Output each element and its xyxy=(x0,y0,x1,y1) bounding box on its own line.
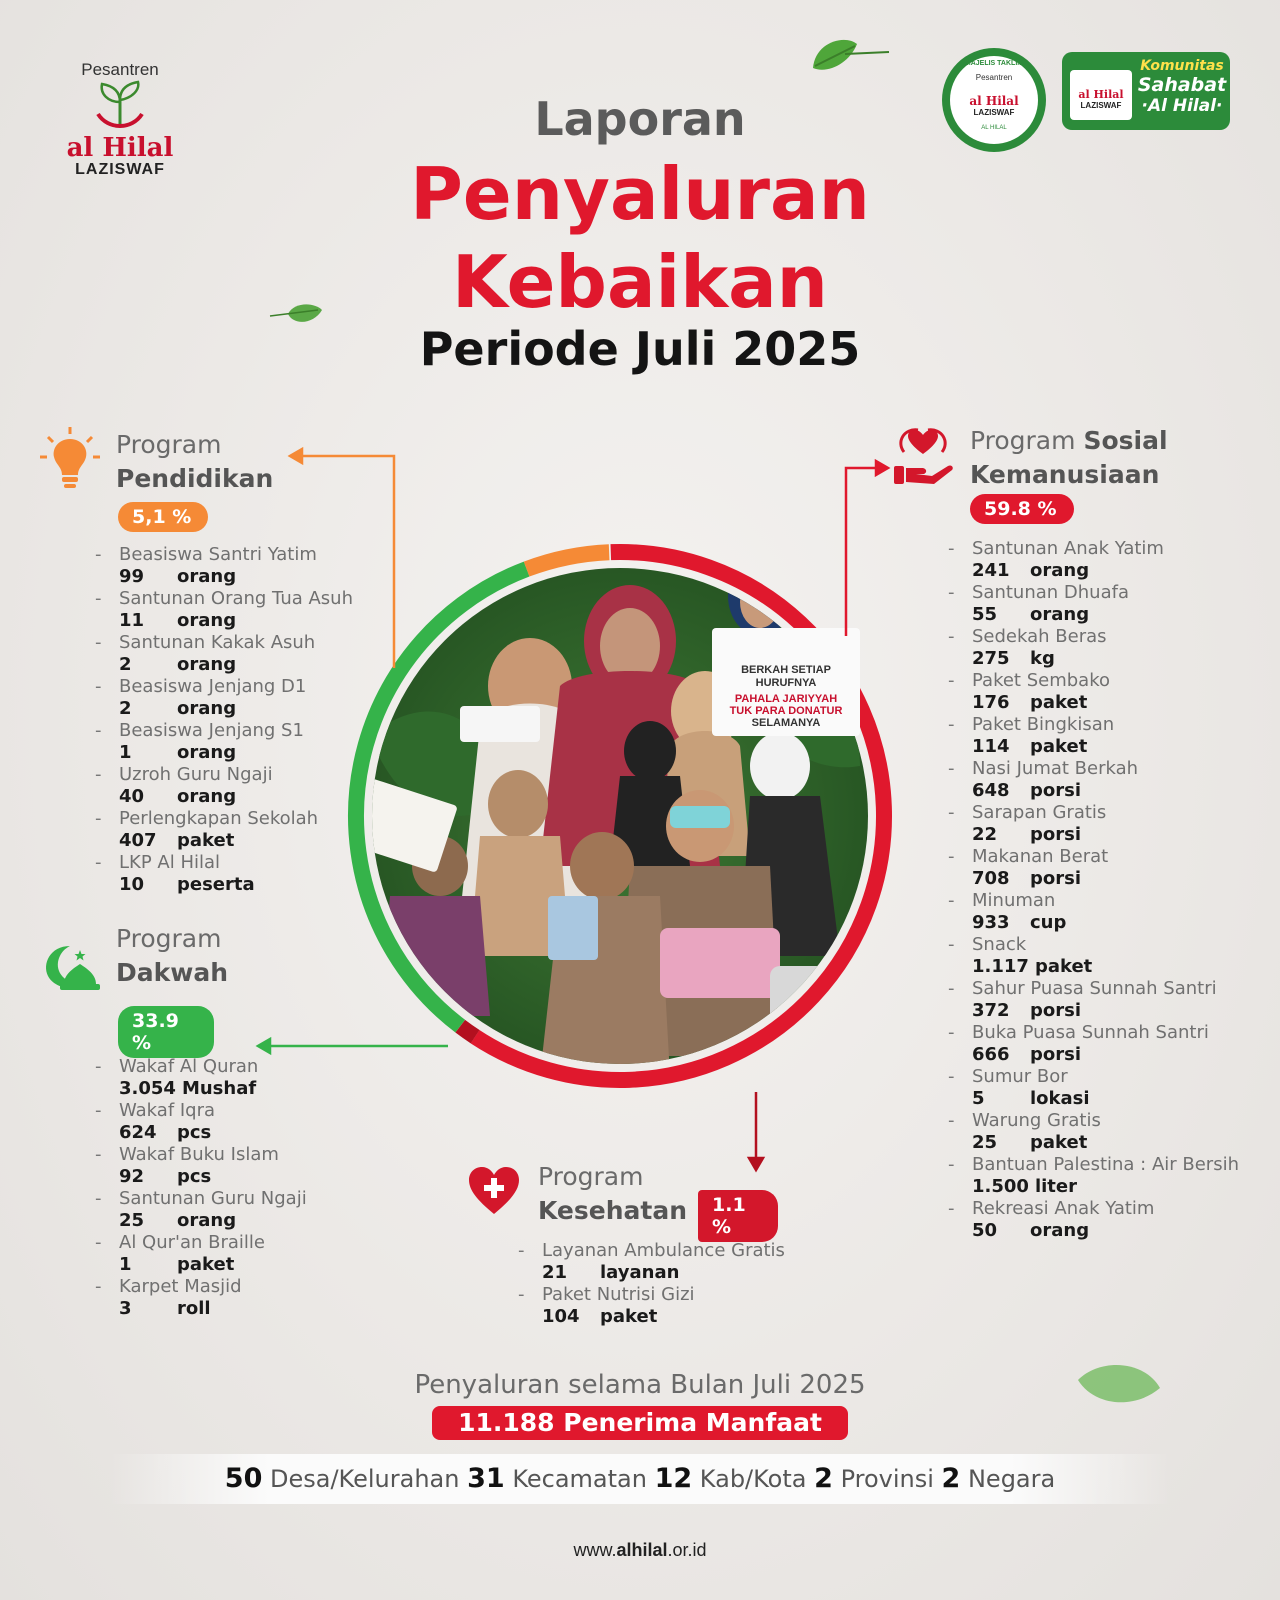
list-item xyxy=(948,1198,1248,1242)
item-quantity: 1 xyxy=(119,1254,132,1275)
item-unit: paket xyxy=(177,830,235,851)
item-quantity: 25 xyxy=(119,1210,145,1231)
item-unit: lokasi xyxy=(1030,1088,1090,1109)
item-unit: paket xyxy=(1030,736,1088,757)
pendidikan-heading xyxy=(116,428,273,496)
item-unit: pcs xyxy=(177,1122,212,1143)
list-bullet: - xyxy=(948,670,955,691)
kesehatan-percent-badge: 1.1 % xyxy=(698,1190,778,1242)
sign-line5: SELAMANYA xyxy=(751,717,821,729)
item-value xyxy=(119,786,395,808)
list-bullet: - xyxy=(948,890,955,911)
list-bullet: - xyxy=(948,846,955,867)
item-name: Minuman xyxy=(972,890,1056,911)
item-value xyxy=(119,566,395,588)
list-item xyxy=(518,1284,838,1328)
item-value xyxy=(972,560,1248,582)
item-value xyxy=(542,1306,838,1328)
list-bullet: - xyxy=(95,764,102,785)
list-bullet: - xyxy=(95,676,102,697)
dakwah-percent-badge: 33.9 % xyxy=(118,1006,214,1058)
list-bullet: - xyxy=(948,582,955,603)
coverage-kecamatan-count: 31 xyxy=(467,1463,505,1494)
item-value xyxy=(972,956,1248,978)
list-item xyxy=(95,720,395,764)
item-unit: orang xyxy=(177,610,237,631)
list-item xyxy=(948,1022,1248,1066)
item-unit: orang xyxy=(177,654,237,675)
list-bullet: - xyxy=(518,1240,525,1261)
majelis-name: al Hilal xyxy=(969,94,1019,108)
item-name: Santunan Guru Ngaji xyxy=(119,1188,307,1209)
item-name: Sahur Puasa Sunnah Santri xyxy=(972,978,1217,999)
brand-subtitle: LAZISWAF xyxy=(75,161,165,178)
item-value xyxy=(119,1166,395,1188)
majelis-top-text: MAJELIS TAKLIM xyxy=(964,60,1024,67)
item-unit: orang xyxy=(177,566,237,587)
item-unit: orang xyxy=(177,1210,237,1231)
list-bullet: - xyxy=(948,1198,955,1219)
mosque-crescent-icon xyxy=(40,942,102,994)
website-url-post: .or.id xyxy=(667,1540,707,1560)
item-unit: cup xyxy=(1030,912,1067,933)
arrow-kesehatan xyxy=(749,1092,763,1170)
list-item xyxy=(95,808,395,852)
list-item xyxy=(95,1144,395,1188)
item-name: Beasiswa Jenjang D1 xyxy=(119,676,307,697)
item-unit: Mushaf xyxy=(181,1078,257,1099)
list-item xyxy=(95,544,395,588)
coverage-kecamatan-label: Kecamatan xyxy=(512,1465,647,1493)
komunitas-line2: Sahabat xyxy=(1137,74,1227,96)
item-name: Paket Sembako xyxy=(972,670,1110,691)
sign-line2: HURUFNYA xyxy=(755,677,817,689)
list-item xyxy=(948,890,1248,934)
title-laporan: Laporan xyxy=(534,92,746,146)
sosial-label-a: Program xyxy=(970,426,1076,455)
item-quantity: 22 xyxy=(972,824,998,845)
komunitas-brand: al Hilal xyxy=(1078,88,1124,101)
item-quantity: 624 xyxy=(119,1122,157,1143)
title-kebaikan: Kebaikan xyxy=(452,240,828,324)
sosial-label-b: Kemanusiaan xyxy=(970,460,1160,489)
item-quantity: 92 xyxy=(119,1166,145,1187)
list-bullet: - xyxy=(518,1284,525,1305)
distribution-ring xyxy=(340,536,900,1096)
list-bullet: - xyxy=(948,758,955,779)
list-item xyxy=(948,758,1248,802)
list-bullet: - xyxy=(95,1144,102,1165)
leaf-decoration-icon xyxy=(805,30,895,80)
sign-line4: TUK PARA DONATUR xyxy=(729,705,843,717)
item-quantity: 55 xyxy=(972,604,998,625)
list-bullet: - xyxy=(95,720,102,741)
item-unit: porsi xyxy=(1030,1044,1082,1065)
item-value xyxy=(972,604,1248,626)
list-item xyxy=(95,632,395,676)
title-periode: Periode Juli 2025 xyxy=(419,322,861,376)
list-item xyxy=(95,852,395,896)
item-name: LKP Al Hilal xyxy=(119,852,221,873)
list-bullet: - xyxy=(95,852,102,873)
list-item xyxy=(948,538,1248,582)
list-bullet: - xyxy=(95,1232,102,1253)
item-unit: liter xyxy=(1034,1176,1077,1197)
item-name: Buka Puasa Sunnah Santri xyxy=(972,1022,1209,1043)
item-value xyxy=(119,1122,395,1144)
item-name: Warung Gratis xyxy=(972,1110,1101,1131)
item-value xyxy=(119,1298,395,1320)
pendidikan-label-b: Pendidikan xyxy=(116,464,274,493)
item-name: Wakaf Iqra xyxy=(119,1100,216,1121)
item-name: Beasiswa Jenjang S1 xyxy=(119,720,304,741)
item-quantity: 2 xyxy=(119,698,132,719)
item-quantity: 21 xyxy=(542,1262,568,1283)
list-bullet: - xyxy=(95,588,102,609)
coverage-strip xyxy=(110,1454,1170,1504)
item-quantity: 933 xyxy=(972,912,1010,933)
item-quantity: 99 xyxy=(119,566,145,587)
item-name: Wakaf Buku Islam xyxy=(119,1144,279,1165)
majelis-small-text: Pesantren xyxy=(975,73,1013,82)
item-unit: paket xyxy=(177,1254,235,1275)
sosial-percent-badge: 59.8 % xyxy=(970,494,1074,524)
list-item xyxy=(948,1110,1248,1154)
item-value xyxy=(972,868,1248,890)
item-value xyxy=(972,824,1248,846)
leaf-decoration-icon xyxy=(268,300,328,330)
item-value xyxy=(119,610,395,632)
distribution-period-text: Penyaluran selama Bulan Juli 2025 xyxy=(414,1370,866,1400)
komunitas-line1: Komunitas xyxy=(1140,58,1224,74)
list-item xyxy=(95,764,395,808)
title-penyaluran: Penyaluran xyxy=(410,152,870,236)
coverage-kab-label: Kab/Kota xyxy=(699,1465,807,1493)
coverage-desa-label: Desa/Kelurahan xyxy=(270,1465,460,1493)
item-name: Snack xyxy=(972,934,1027,955)
item-value xyxy=(119,1254,395,1276)
item-quantity: 11 xyxy=(119,610,145,631)
sosial-list xyxy=(948,538,1248,1242)
list-item xyxy=(95,1056,395,1100)
item-unit: paket xyxy=(1030,1132,1088,1153)
beneficiaries-photo xyxy=(340,536,900,1096)
item-unit: layanan xyxy=(600,1262,680,1283)
brand-small-text: Pesantren xyxy=(81,60,159,79)
list-bullet: - xyxy=(948,626,955,647)
coverage-negara-label: Negara xyxy=(967,1465,1056,1493)
list-bullet: - xyxy=(948,538,955,559)
list-bullet: - xyxy=(948,934,955,955)
list-item xyxy=(948,582,1248,626)
item-value xyxy=(119,874,395,896)
coverage-provinsi-label: Provinsi xyxy=(840,1465,934,1493)
sign-line1: BERKAH SETIAP xyxy=(741,664,831,676)
item-unit: pcs xyxy=(177,1166,212,1187)
list-item xyxy=(948,1066,1248,1110)
pendidikan-label-a: Program xyxy=(116,430,222,459)
item-quantity: 104 xyxy=(542,1306,580,1327)
sprout-logo-icon xyxy=(90,80,150,130)
list-bullet: - xyxy=(95,544,102,565)
item-quantity: 3 xyxy=(119,1298,132,1319)
item-quantity: 2 xyxy=(119,654,132,675)
coverage-provinsi-count: 2 xyxy=(814,1463,833,1494)
list-item xyxy=(518,1240,838,1284)
item-value xyxy=(972,1176,1248,1198)
item-name: Sumur Bor xyxy=(972,1066,1068,1087)
coverage-desa-count: 50 xyxy=(224,1463,263,1494)
item-value xyxy=(119,830,395,852)
item-quantity: 1.500 xyxy=(972,1176,1029,1197)
website-url[interactable] xyxy=(440,1540,840,1561)
item-quantity: 648 xyxy=(972,780,1010,801)
item-name: Paket Nutrisi Gizi xyxy=(542,1284,695,1305)
list-bullet: - xyxy=(948,1022,955,1043)
item-quantity: 1.117 xyxy=(972,956,1029,977)
item-unit: roll xyxy=(177,1298,211,1319)
website-url-pre: www. xyxy=(573,1540,617,1560)
list-bullet: - xyxy=(948,1110,955,1131)
item-quantity: 372 xyxy=(972,1000,1010,1021)
list-bullet: - xyxy=(95,808,102,829)
dakwah-label-a: Program xyxy=(116,924,222,953)
item-name: Santunan Dhuafa xyxy=(972,582,1129,603)
item-name: Karpet Masjid xyxy=(119,1276,242,1297)
komunitas-badge xyxy=(1062,52,1230,130)
komunitas-line3: ·Al Hilal· xyxy=(1141,96,1223,116)
item-unit: paket xyxy=(1034,956,1093,977)
brand-logo xyxy=(60,60,180,179)
dakwah-list xyxy=(95,1056,395,1320)
item-quantity: 114 xyxy=(972,736,1010,757)
item-value xyxy=(119,742,395,764)
list-item xyxy=(95,676,395,720)
item-name: Wakaf Al Quran xyxy=(119,1056,259,1077)
item-unit: porsi xyxy=(1030,780,1082,801)
list-item xyxy=(948,1154,1248,1198)
donor-sign xyxy=(712,628,860,736)
item-quantity: 40 xyxy=(119,786,145,807)
sosial-label-bold: Sosial xyxy=(1083,426,1168,455)
item-value xyxy=(119,1078,395,1100)
item-unit: porsi xyxy=(1030,824,1082,845)
item-value xyxy=(972,1044,1248,1066)
item-value xyxy=(972,912,1248,934)
item-unit: orang xyxy=(1030,1220,1090,1241)
list-bullet: - xyxy=(948,714,955,735)
item-quantity: 407 xyxy=(119,830,157,851)
kesehatan-list xyxy=(518,1240,838,1328)
item-unit: paket xyxy=(600,1306,658,1327)
item-value xyxy=(972,692,1248,714)
item-quantity: 1 xyxy=(119,742,132,763)
item-quantity: 25 xyxy=(972,1132,998,1153)
list-bullet: - xyxy=(948,1154,955,1175)
item-quantity: 176 xyxy=(972,692,1010,713)
item-name: Sedekah Beras xyxy=(972,626,1107,647)
list-item xyxy=(948,846,1248,890)
pendidikan-percent-badge: 5,1 % xyxy=(118,502,208,532)
coverage-negara-count: 2 xyxy=(941,1463,961,1494)
item-quantity: 275 xyxy=(972,648,1010,669)
item-value xyxy=(542,1262,838,1284)
kesehatan-label-a: Program xyxy=(538,1162,644,1191)
item-value xyxy=(972,648,1248,670)
item-value xyxy=(119,698,395,720)
item-name: Rekreasi Anak Yatim xyxy=(972,1198,1155,1219)
list-item xyxy=(948,714,1248,758)
item-name: Santunan Anak Yatim xyxy=(972,538,1164,559)
list-item xyxy=(95,1276,395,1320)
item-value xyxy=(119,1210,395,1232)
list-bullet: - xyxy=(95,1188,102,1209)
list-bullet: - xyxy=(95,1100,102,1121)
list-bullet: - xyxy=(95,632,102,653)
item-quantity: 50 xyxy=(972,1220,998,1241)
list-bullet: - xyxy=(95,1056,102,1077)
item-name: Perlengkapan Sekolah xyxy=(119,808,319,829)
item-unit: kg xyxy=(1030,648,1055,669)
dakwah-heading xyxy=(116,922,228,990)
majelis-sub: LAZISWAF xyxy=(973,108,1015,117)
item-name: Santunan Kakak Asuh xyxy=(119,632,316,653)
item-value xyxy=(972,780,1248,802)
item-quantity: 708 xyxy=(972,868,1010,889)
item-value xyxy=(119,654,395,676)
item-name: Al Qur'an Braille xyxy=(119,1232,265,1253)
heart-plus-icon xyxy=(467,1166,521,1216)
list-item xyxy=(95,1232,395,1276)
item-value xyxy=(972,1220,1248,1242)
kesehatan-label-b: Kesehatan xyxy=(538,1196,688,1225)
item-name: Paket Bingkisan xyxy=(972,714,1115,735)
item-unit: orang xyxy=(1030,604,1090,625)
item-name: Makanan Berat xyxy=(972,846,1109,867)
pendidikan-list xyxy=(95,544,395,896)
item-quantity: 666 xyxy=(972,1044,1010,1065)
list-item xyxy=(948,626,1248,670)
item-quantity: 10 xyxy=(119,874,145,895)
item-value xyxy=(972,1000,1248,1022)
item-name: Beasiswa Santri Yatim xyxy=(119,544,317,565)
list-item xyxy=(948,802,1248,846)
list-item xyxy=(95,588,395,632)
item-unit: orang xyxy=(177,742,237,763)
website-url-bold: alhilal xyxy=(616,1540,668,1560)
item-name: Bantuan Palestina : Air Bersih xyxy=(972,1154,1239,1175)
item-unit: orang xyxy=(177,786,237,807)
list-bullet: - xyxy=(948,1066,955,1087)
item-unit: paket xyxy=(1030,692,1088,713)
item-name: Santunan Orang Tua Asuh xyxy=(119,588,353,609)
leaf-decoration-icon xyxy=(1070,1350,1180,1420)
beneficiaries-banner: 11.188 Penerima Manfaat xyxy=(432,1406,848,1440)
list-item xyxy=(948,934,1248,978)
komunitas-brand-sub: LAZISWAF xyxy=(1080,101,1122,110)
sign-line3: PAHALA JARIYYAH xyxy=(734,693,838,705)
item-unit: orang xyxy=(177,698,237,719)
item-name: Sarapan Gratis xyxy=(972,802,1107,823)
list-item xyxy=(948,670,1248,714)
item-quantity: 5 xyxy=(972,1088,985,1109)
item-unit: porsi xyxy=(1030,868,1082,889)
list-item xyxy=(95,1188,395,1232)
list-item xyxy=(95,1100,395,1144)
item-quantity: 3.054 xyxy=(119,1078,176,1099)
item-name: Nasi Jumat Berkah xyxy=(972,758,1139,779)
item-unit: orang xyxy=(1030,560,1090,581)
item-value xyxy=(972,1088,1248,1110)
item-unit: porsi xyxy=(1030,1000,1082,1021)
item-value xyxy=(972,736,1248,758)
item-name: Layanan Ambulance Gratis xyxy=(542,1240,785,1261)
sosial-heading xyxy=(970,424,1168,492)
list-item xyxy=(948,978,1248,1022)
hand-heart-icon xyxy=(892,424,954,490)
list-bullet: - xyxy=(948,978,955,999)
lightbulb-icon xyxy=(38,425,102,489)
brand-name: al Hilal xyxy=(66,133,174,163)
item-value xyxy=(972,1132,1248,1154)
list-bullet: - xyxy=(95,1276,102,1297)
item-name: Uzroh Guru Ngaji xyxy=(119,764,273,785)
item-quantity: 241 xyxy=(972,560,1010,581)
kesehatan-heading xyxy=(538,1160,687,1228)
dakwah-label-b: Dakwah xyxy=(116,958,229,987)
coverage-kab-count: 12 xyxy=(654,1463,693,1494)
majelis-bottom-text: AL HILAL xyxy=(981,125,1007,131)
item-unit: peserta xyxy=(177,874,255,895)
list-bullet: - xyxy=(948,802,955,823)
